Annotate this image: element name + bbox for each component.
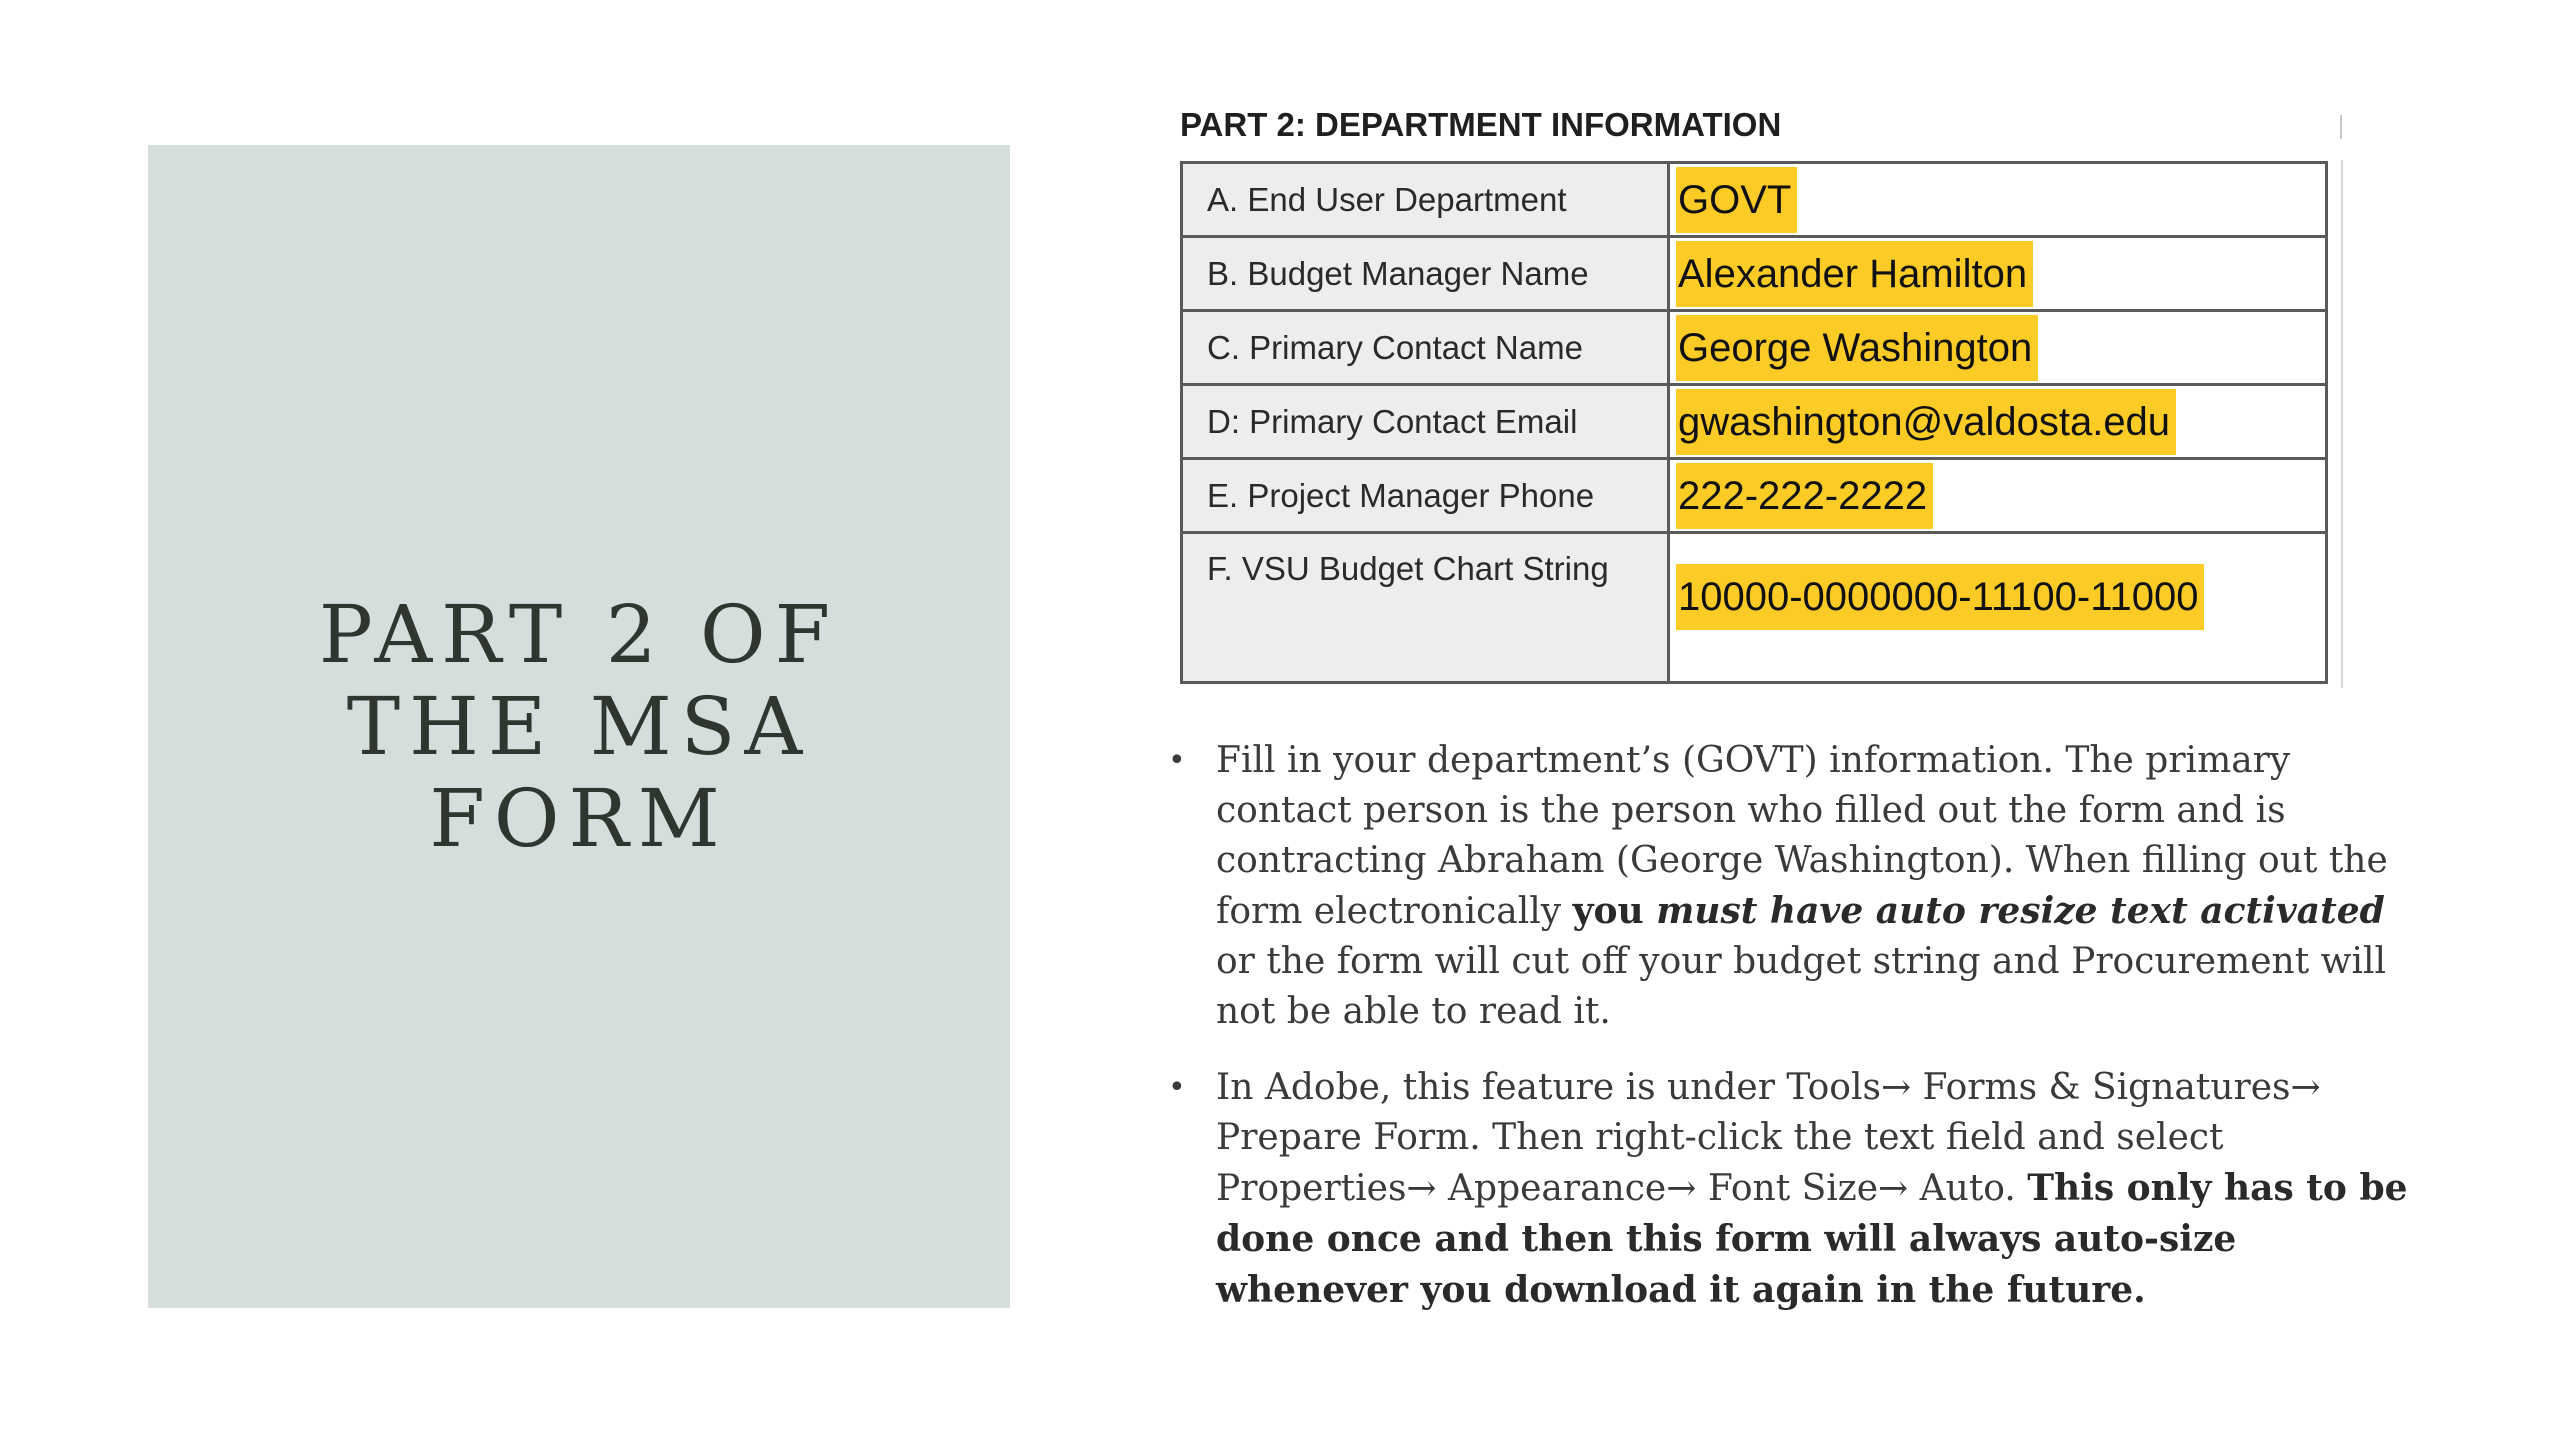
- slide-title-line: FORM: [429, 771, 729, 865]
- form-edge-tick: [2340, 115, 2342, 139]
- field-value: 222-222-2222: [1676, 463, 1933, 529]
- form-heading: PART 2: DEPARTMENT INFORMATION: [1180, 106, 1782, 143]
- bullet-text: Fill in your department’s (GOVT) information. The primary contact person is the person who filled out the form and is contracting Abraham (George Washington). When filling out the form electronically: [1216, 740, 2388, 932]
- field-value-cell: [1669, 385, 2327, 459]
- form-edge-line: [2341, 160, 2343, 688]
- bullet-marker: •: [1168, 743, 1186, 778]
- table-row: [1182, 459, 2327, 533]
- field-value: Alexander Hamilton: [1676, 241, 2033, 307]
- bullet-text: In Adobe, this feature is under Tools→ Forms & Signatures→ Prepare Form. Then right-click the text field and select Properties→ Appearance→ Font Size→ Auto.: [1216, 1067, 2321, 1209]
- field-value-cell: [1669, 163, 2327, 237]
- field-label: E. Project Manager Phone: [1182, 459, 1669, 533]
- field-value-cell: [1669, 311, 2327, 385]
- list-item: [1160, 1063, 2420, 1316]
- field-value: George Washington: [1676, 315, 2038, 381]
- bullet-bold-italic-text: must have auto resize text activated: [1656, 890, 2385, 932]
- slide-title: [319, 589, 839, 865]
- field-label: B. Budget Manager Name: [1182, 237, 1669, 311]
- table-row: [1182, 533, 2327, 683]
- field-label: A. End User Department: [1182, 163, 1669, 237]
- field-value: GOVT: [1676, 167, 1797, 233]
- table-row: [1182, 385, 2327, 459]
- instruction-list: [1160, 736, 2420, 1342]
- field-label: D: Primary Contact Email: [1182, 385, 1669, 459]
- field-value-cell: [1669, 459, 2327, 533]
- field-value-cell: [1669, 237, 2327, 311]
- table-row: [1182, 163, 2327, 237]
- field-value: gwashington@valdosta.edu: [1676, 389, 2176, 455]
- list-item: [1160, 736, 2420, 1037]
- bullet-marker: •: [1168, 1070, 1186, 1105]
- department-info-table: [1180, 161, 2328, 684]
- bullet-bold-text: you: [1572, 890, 1657, 932]
- bullet-bold-text: This only has to be done once and then this form will always auto-size whenever you download it again in the future.: [1216, 1167, 2408, 1311]
- table-row: [1182, 237, 2327, 311]
- bullet-text: or the form will cut off your budget string and Procurement will not be able to read it.: [1216, 941, 2386, 1032]
- field-value: 10000-0000000-11100-11000: [1676, 564, 2204, 630]
- title-panel: [148, 145, 1010, 1308]
- slide-title-line: THE MSA: [346, 679, 812, 773]
- table-row: [1182, 311, 2327, 385]
- field-value-cell: [1669, 533, 2327, 683]
- field-label: C. Primary Contact Name: [1182, 311, 1669, 385]
- field-label: F. VSU Budget Chart String: [1182, 533, 1669, 683]
- slide-title-line: PART 2 OF: [318, 587, 840, 681]
